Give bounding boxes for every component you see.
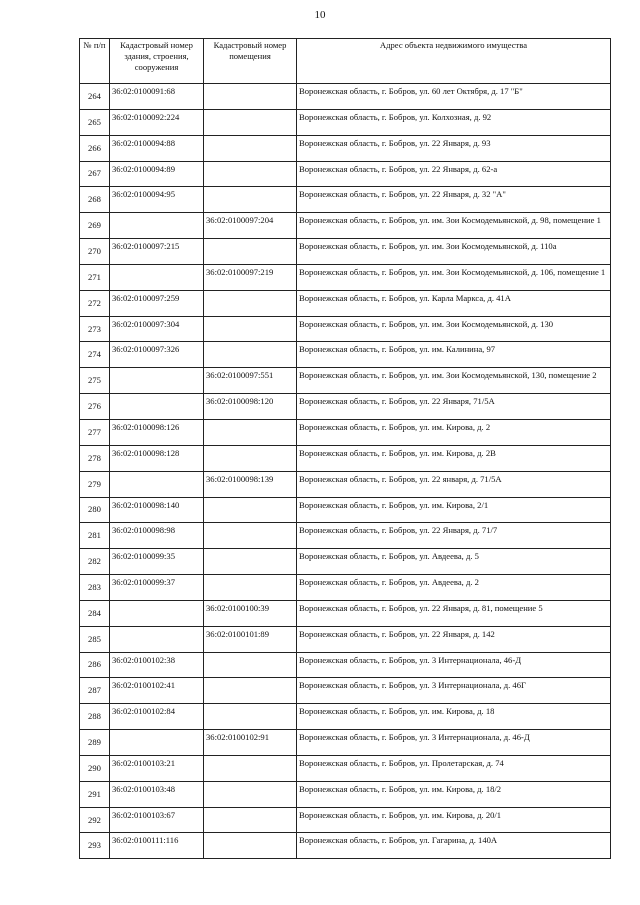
room-cadastral-cell xyxy=(204,109,297,135)
room-cadastral-cell: 36:02:0100102:91 xyxy=(204,730,297,756)
row-number: 284 xyxy=(80,600,110,626)
row-number: 283 xyxy=(80,575,110,601)
building-cadastral-cell: 36:02:0100098:126 xyxy=(110,419,204,445)
room-cadastral-cell xyxy=(204,549,297,575)
room-cadastral-cell xyxy=(204,342,297,368)
table-row xyxy=(80,135,611,161)
header-num: № п/п xyxy=(80,39,110,84)
table-row xyxy=(80,755,611,781)
row-number: 292 xyxy=(80,807,110,833)
building-cadastral-cell xyxy=(110,600,204,626)
building-cadastral-cell: 36:02:0100097:259 xyxy=(110,290,204,316)
building-cadastral-cell: 36:02:0100099:37 xyxy=(110,575,204,601)
table-row xyxy=(80,239,611,265)
row-number: 266 xyxy=(80,135,110,161)
row-number: 293 xyxy=(80,833,110,859)
row-number: 291 xyxy=(80,781,110,807)
table-body xyxy=(80,84,611,859)
address-cell: Воронежская область, г. Бобров, ул. 22 Января, д. 93 xyxy=(297,135,611,161)
table-row xyxy=(80,419,611,445)
row-number: 265 xyxy=(80,109,110,135)
room-cadastral-cell: 36:02:0100101:89 xyxy=(204,626,297,652)
address-cell: Воронежская область, г. Бобров, ул. 3 Интернационала, 46-Д xyxy=(297,652,611,678)
room-cadastral-cell xyxy=(204,575,297,601)
building-cadastral-cell: 36:02:0100097:304 xyxy=(110,316,204,342)
table-row xyxy=(80,290,611,316)
row-number: 264 xyxy=(80,84,110,110)
table-row xyxy=(80,497,611,523)
building-cadastral-cell xyxy=(110,368,204,394)
building-cadastral-cell: 36:02:0100098:128 xyxy=(110,445,204,471)
address-cell: Воронежская область, г. Бобров, ул. им. Зои Космодемьянской, 130, помещение 2 xyxy=(297,368,611,394)
row-number: 274 xyxy=(80,342,110,368)
table-row xyxy=(80,704,611,730)
table-row xyxy=(80,678,611,704)
table-row xyxy=(80,264,611,290)
room-cadastral-cell xyxy=(204,781,297,807)
address-cell: Воронежская область, г. Бобров, ул. 3 Интернационала, д. 46-Д xyxy=(297,730,611,756)
address-cell: Воронежская область, г. Бобров, ул. Гагарина, д. 140А xyxy=(297,833,611,859)
row-number: 282 xyxy=(80,549,110,575)
address-cell: Воронежская область, г. Бобров, ул. им. Кирова, д. 2 xyxy=(297,419,611,445)
address-cell: Воронежская область, г. Бобров, ул. Пролетарская, д. 74 xyxy=(297,755,611,781)
building-cadastral-cell xyxy=(110,730,204,756)
room-cadastral-cell xyxy=(204,239,297,265)
table-row xyxy=(80,652,611,678)
address-cell: Воронежская область, г. Бобров, ул. Колхозная, д. 92 xyxy=(297,109,611,135)
table-row xyxy=(80,471,611,497)
row-number: 268 xyxy=(80,187,110,213)
table-row xyxy=(80,394,611,420)
row-number: 286 xyxy=(80,652,110,678)
room-cadastral-cell xyxy=(204,807,297,833)
room-cadastral-cell xyxy=(204,523,297,549)
room-cadastral-cell xyxy=(204,316,297,342)
room-cadastral-cell xyxy=(204,445,297,471)
room-cadastral-cell xyxy=(204,678,297,704)
room-cadastral-cell: 36:02:0100098:120 xyxy=(204,394,297,420)
row-number: 287 xyxy=(80,678,110,704)
room-cadastral-cell xyxy=(204,187,297,213)
address-cell: Воронежская область, г. Бобров, ул. им. Зои Космодемьянской, д. 130 xyxy=(297,316,611,342)
room-cadastral-cell xyxy=(204,419,297,445)
address-cell: Воронежская область, г. Бобров, ул. им. Зои Космодемьянской, д. 106, помещение 1 xyxy=(297,264,611,290)
table-row xyxy=(80,523,611,549)
page-number: 10 xyxy=(314,9,326,21)
table-row xyxy=(80,187,611,213)
row-number: 272 xyxy=(80,290,110,316)
building-cadastral-cell: 36:02:0100099:35 xyxy=(110,549,204,575)
building-cadastral-cell: 36:02:0100094:95 xyxy=(110,187,204,213)
table-row xyxy=(80,84,611,110)
header-room-cadastral: Кадастровый номер помещения xyxy=(204,39,297,84)
address-cell: Воронежская область, г. Бобров, ул. 22 января, д. 71/5А xyxy=(297,471,611,497)
address-cell: Воронежская область, г. Бобров, ул. Авдеева, д. 2 xyxy=(297,575,611,601)
row-number: 280 xyxy=(80,497,110,523)
building-cadastral-cell: 36:02:0100102:41 xyxy=(110,678,204,704)
table-row xyxy=(80,549,611,575)
row-number: 281 xyxy=(80,523,110,549)
table-row xyxy=(80,161,611,187)
room-cadastral-cell xyxy=(204,704,297,730)
building-cadastral-cell: 36:02:0100102:84 xyxy=(110,704,204,730)
header-address: Адрес объекта недвижимого имущества xyxy=(297,39,611,84)
address-cell: Воронежская область, г. Бобров, ул. 22 Января, д. 142 xyxy=(297,626,611,652)
address-cell: Воронежская область, г. Бобров, ул. им. Калинина, 97 xyxy=(297,342,611,368)
row-number: 290 xyxy=(80,755,110,781)
building-cadastral-cell: 36:02:0100091:68 xyxy=(110,84,204,110)
row-number: 270 xyxy=(80,239,110,265)
building-cadastral-cell: 36:02:0100098:98 xyxy=(110,523,204,549)
row-number: 277 xyxy=(80,419,110,445)
building-cadastral-cell: 36:02:0100094:88 xyxy=(110,135,204,161)
address-cell: Воронежская область, г. Бобров, ул. 22 Января, д. 81, помещение 5 xyxy=(297,600,611,626)
address-cell: Воронежская область, г. Бобров, ул. им. Кирова, 2/1 xyxy=(297,497,611,523)
table-row xyxy=(80,807,611,833)
table-row xyxy=(80,833,611,859)
row-number: 279 xyxy=(80,471,110,497)
address-cell: Воронежская область, г. Бобров, ул. им. Зои Космодемьянской, д. 98, помещение 1 xyxy=(297,213,611,239)
room-cadastral-cell xyxy=(204,833,297,859)
building-cadastral-cell: 36:02:0100111:116 xyxy=(110,833,204,859)
building-cadastral-cell: 36:02:0100103:21 xyxy=(110,755,204,781)
table-row xyxy=(80,626,611,652)
table-header-row xyxy=(80,39,611,84)
building-cadastral-cell xyxy=(110,471,204,497)
building-cadastral-cell: 36:02:0100094:89 xyxy=(110,161,204,187)
building-cadastral-cell: 36:02:0100102:38 xyxy=(110,652,204,678)
address-cell: Воронежская область, г. Бобров, ул. им. Кирова, д. 18 xyxy=(297,704,611,730)
address-cell: Воронежская область, г. Бобров, ул. 60 лет Октября, д. 17 "Б" xyxy=(297,84,611,110)
table-row xyxy=(80,342,611,368)
address-cell: Воронежская область, г. Бобров, ул. Авдеева, д. 5 xyxy=(297,549,611,575)
row-number: 289 xyxy=(80,730,110,756)
table-row xyxy=(80,213,611,239)
room-cadastral-cell xyxy=(204,497,297,523)
room-cadastral-cell xyxy=(204,84,297,110)
building-cadastral-cell: 36:02:0100097:326 xyxy=(110,342,204,368)
building-cadastral-cell: 36:02:0100097:215 xyxy=(110,239,204,265)
room-cadastral-cell xyxy=(204,135,297,161)
row-number: 271 xyxy=(80,264,110,290)
row-number: 276 xyxy=(80,394,110,420)
room-cadastral-cell: 36:02:0100097:204 xyxy=(204,213,297,239)
address-cell: Воронежская область, г. Бобров, ул. 3 Интернационала, д. 46Г xyxy=(297,678,611,704)
row-number: 269 xyxy=(80,213,110,239)
room-cadastral-cell xyxy=(204,755,297,781)
building-cadastral-cell xyxy=(110,213,204,239)
building-cadastral-cell xyxy=(110,626,204,652)
table-row xyxy=(80,600,611,626)
row-number: 285 xyxy=(80,626,110,652)
address-cell: Воронежская область, г. Бобров, ул. им. Кирова, д. 2В xyxy=(297,445,611,471)
building-cadastral-cell: 36:02:0100092:224 xyxy=(110,109,204,135)
room-cadastral-cell: 36:02:0100100:39 xyxy=(204,600,297,626)
table-row xyxy=(80,575,611,601)
row-number: 278 xyxy=(80,445,110,471)
address-cell: Воронежская область, г. Бобров, ул. 22 Января, д. 71/7 xyxy=(297,523,611,549)
room-cadastral-cell: 36:02:0100098:139 xyxy=(204,471,297,497)
table-row xyxy=(80,109,611,135)
row-number: 267 xyxy=(80,161,110,187)
row-number: 273 xyxy=(80,316,110,342)
header-building-cadastral: Кадастровый номер здания, строения, сооружения xyxy=(110,39,204,84)
row-number: 275 xyxy=(80,368,110,394)
address-cell: Воронежская область, г. Бобров, ул. Карла Маркса, д. 41А xyxy=(297,290,611,316)
building-cadastral-cell xyxy=(110,394,204,420)
table-row xyxy=(80,730,611,756)
building-cadastral-cell: 36:02:0100103:67 xyxy=(110,807,204,833)
table-row xyxy=(80,781,611,807)
room-cadastral-cell xyxy=(204,652,297,678)
table-row xyxy=(80,445,611,471)
building-cadastral-cell: 36:02:0100103:48 xyxy=(110,781,204,807)
table-row xyxy=(80,368,611,394)
address-cell: Воронежская область, г. Бобров, ул. им. Кирова, д. 18/2 xyxy=(297,781,611,807)
room-cadastral-cell: 36:02:0100097:551 xyxy=(204,368,297,394)
property-table xyxy=(79,38,611,859)
address-cell: Воронежская область, г. Бобров, ул. 22 Января, д. 62-а xyxy=(297,161,611,187)
address-cell: Воронежская область, г. Бобров, ул. им. Кирова, д. 20/1 xyxy=(297,807,611,833)
building-cadastral-cell xyxy=(110,264,204,290)
address-cell: Воронежская область, г. Бобров, ул. 22 Января, д. 32 "А" xyxy=(297,187,611,213)
row-number: 288 xyxy=(80,704,110,730)
address-cell: Воронежская область, г. Бобров, ул. 22 Января, 71/5А xyxy=(297,394,611,420)
table-row xyxy=(80,316,611,342)
room-cadastral-cell xyxy=(204,161,297,187)
room-cadastral-cell: 36:02:0100097:219 xyxy=(204,264,297,290)
room-cadastral-cell xyxy=(204,290,297,316)
building-cadastral-cell: 36:02:0100098:140 xyxy=(110,497,204,523)
address-cell: Воронежская область, г. Бобров, ул. им. Зои Космодемьянской, д. 110а xyxy=(297,239,611,265)
